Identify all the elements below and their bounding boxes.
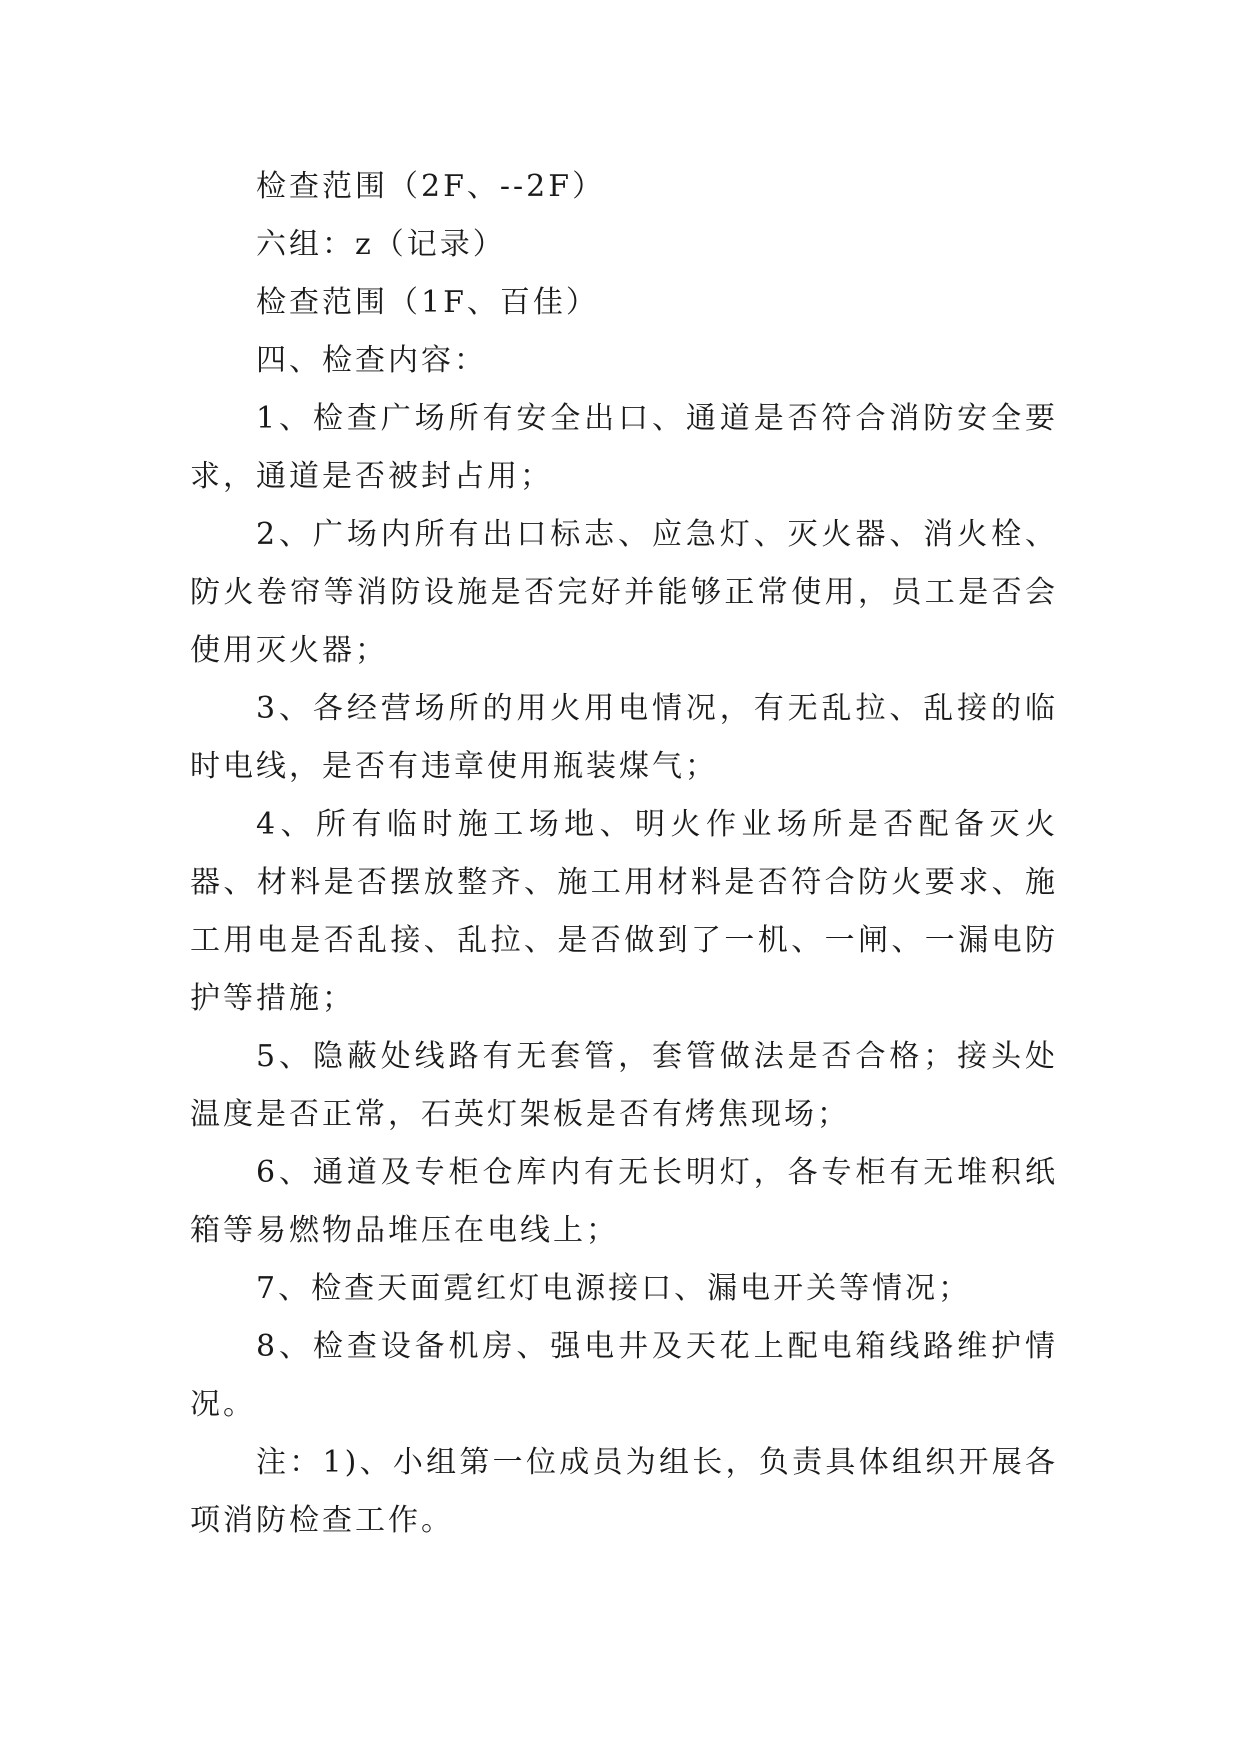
list-item-7: 7、检查天面霓红灯电源接口、漏电开关等情况； — [256, 1271, 972, 1306]
paragraph-inspection-scope-2f: 检查范围（2F、--2F） — [256, 169, 606, 204]
note-paragraph: 注：1)、小组第一位成员为组长，负责具体组织开展各项消防检查工作。 — [190, 1445, 1058, 1538]
list-item-8: 8、检查设备机房、强电井及天花上配电箱线路维护情况。 — [190, 1329, 1058, 1422]
list-item-5: 5、隐蔽处线路有无套管，套管做法是否合格；接头处温度是否正常，石英灯架板是否有烤焦现场； — [190, 1039, 1058, 1132]
list-item-1: 1、检查广场所有安全出口、通道是否符合消防安全要求，通道是否被封占用； — [190, 401, 1058, 494]
document-body — [190, 158, 1058, 1550]
paragraph-inspection-scope-1f: 检查范围（1F、百佳） — [256, 285, 599, 320]
list-item-2: 2、广场内所有出口标志、应急灯、灭火器、消火栓、防火卷帘等消防设施是否完好并能够正常使用，员工是否会使用灭火器； — [190, 517, 1058, 668]
section-heading-inspection-content: 四、检查内容： — [256, 343, 487, 378]
list-item-4: 4、所有临时施工场地、明火作业场所是否配备灭火器、材料是否摆放整齐、施工用材料是否符合防火要求、施工用电是否乱接、乱拉、是否做到了一机、一闸、一漏电防护等措施； — [190, 807, 1058, 1016]
list-item-6: 6、通道及专柜仓库内有无长明灯，各专柜有无堆积纸箱等易燃物品堆压在电线上； — [190, 1155, 1058, 1248]
list-item-3: 3、各经营场所的用火用电情况，有无乱拉、乱接的临时电线，是否有违章使用瓶装煤气； — [190, 691, 1058, 784]
paragraph-group-six: 六组：z（记录） — [256, 227, 506, 262]
